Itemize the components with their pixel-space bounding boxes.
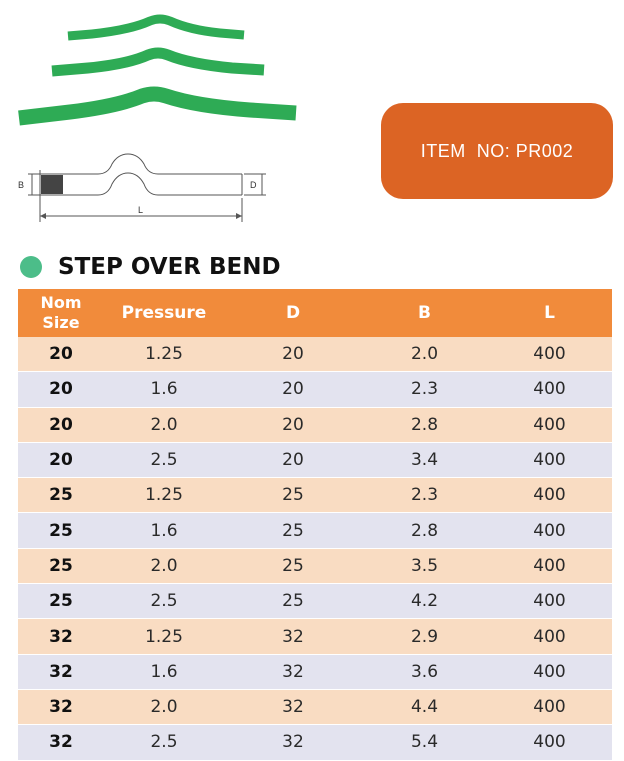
cell-l: 400 bbox=[487, 478, 612, 513]
cell-pressure: 1.25 bbox=[104, 478, 224, 513]
cell-b: 2.9 bbox=[362, 619, 487, 654]
cell-l: 400 bbox=[487, 372, 612, 407]
cell-d: 32 bbox=[224, 654, 362, 689]
cell-nom-size: 32 bbox=[18, 654, 104, 689]
table-body bbox=[18, 337, 612, 760]
cell-d: 32 bbox=[224, 725, 362, 760]
cell-l: 400 bbox=[487, 513, 612, 548]
table-row bbox=[18, 689, 612, 724]
cell-nom-size: 25 bbox=[18, 478, 104, 513]
table-row bbox=[18, 725, 612, 760]
cell-d: 32 bbox=[224, 619, 362, 654]
header-nom-line2: Size bbox=[42, 313, 80, 332]
cell-pressure: 1.6 bbox=[104, 513, 224, 548]
table-header-row bbox=[18, 289, 612, 337]
cell-b: 3.4 bbox=[362, 442, 487, 477]
header-d: D bbox=[224, 289, 362, 337]
product-title: STEP OVER BEND bbox=[58, 254, 281, 280]
cell-d: 25 bbox=[224, 513, 362, 548]
cell-d: 32 bbox=[224, 689, 362, 724]
cell-l: 400 bbox=[487, 584, 612, 619]
cell-b: 3.5 bbox=[362, 548, 487, 583]
cell-d: 20 bbox=[224, 372, 362, 407]
pipe-small bbox=[68, 19, 244, 36]
cell-l: 400 bbox=[487, 725, 612, 760]
cell-b: 5.4 bbox=[362, 725, 487, 760]
header-nom-size bbox=[18, 289, 104, 337]
table-row bbox=[18, 372, 612, 407]
wall-thickness-hatch bbox=[41, 175, 63, 194]
cell-l: 400 bbox=[487, 548, 612, 583]
cell-b: 2.8 bbox=[362, 407, 487, 442]
cell-pressure: 1.6 bbox=[104, 372, 224, 407]
cell-nom-size: 25 bbox=[18, 513, 104, 548]
cell-nom-size: 20 bbox=[18, 442, 104, 477]
cell-nom-size: 32 bbox=[18, 725, 104, 760]
table-row bbox=[18, 654, 612, 689]
cell-nom-size: 20 bbox=[18, 337, 104, 372]
arrow-left-icon bbox=[40, 213, 46, 219]
cell-d: 25 bbox=[224, 478, 362, 513]
cell-pressure: 2.0 bbox=[104, 407, 224, 442]
cell-nom-size: 20 bbox=[18, 372, 104, 407]
table-row bbox=[18, 407, 612, 442]
cell-pressure: 2.5 bbox=[104, 584, 224, 619]
cell-nom-size: 20 bbox=[18, 407, 104, 442]
spec-table bbox=[18, 289, 612, 761]
cell-b: 4.2 bbox=[362, 584, 487, 619]
cell-pressure: 2.5 bbox=[104, 442, 224, 477]
product-title-row bbox=[18, 252, 281, 282]
cell-b: 2.3 bbox=[362, 372, 487, 407]
cell-d: 25 bbox=[224, 548, 362, 583]
bullet-dot-icon bbox=[20, 256, 42, 278]
cell-pressure: 2.0 bbox=[104, 689, 224, 724]
cell-d: 20 bbox=[224, 337, 362, 372]
dimension-label-l: L bbox=[138, 205, 144, 215]
header-nom-line1: Nom bbox=[40, 293, 82, 312]
cell-l: 400 bbox=[487, 407, 612, 442]
cell-b: 2.8 bbox=[362, 513, 487, 548]
header-b: B bbox=[362, 289, 487, 337]
cell-b: 4.4 bbox=[362, 689, 487, 724]
cell-nom-size: 32 bbox=[18, 689, 104, 724]
table-row bbox=[18, 442, 612, 477]
dimension-label-b: B bbox=[18, 180, 25, 190]
cell-l: 400 bbox=[487, 689, 612, 724]
cell-l: 400 bbox=[487, 337, 612, 372]
pipe-large bbox=[19, 94, 296, 118]
table-row bbox=[18, 584, 612, 619]
header-l: L bbox=[487, 289, 612, 337]
dimension-label-d: D bbox=[250, 180, 257, 190]
cell-pressure: 2.0 bbox=[104, 548, 224, 583]
item-number-label: ITEM NO: PR002 bbox=[420, 140, 574, 161]
cell-b: 2.3 bbox=[362, 478, 487, 513]
cell-l: 400 bbox=[487, 619, 612, 654]
cell-d: 20 bbox=[224, 407, 362, 442]
cell-pressure: 1.6 bbox=[104, 654, 224, 689]
table-row bbox=[18, 619, 612, 654]
cell-d: 25 bbox=[224, 584, 362, 619]
table-row bbox=[18, 548, 612, 583]
cell-nom-size: 32 bbox=[18, 619, 104, 654]
cell-nom-size: 25 bbox=[18, 584, 104, 619]
header-pressure: Pressure bbox=[104, 289, 224, 337]
table-row bbox=[18, 337, 612, 372]
cell-nom-size: 25 bbox=[18, 548, 104, 583]
cell-pressure: 1.25 bbox=[104, 337, 224, 372]
cell-b: 2.0 bbox=[362, 337, 487, 372]
table-row bbox=[18, 513, 612, 548]
technical-drawing bbox=[28, 154, 266, 222]
item-number-badge bbox=[381, 103, 613, 199]
cell-d: 20 bbox=[224, 442, 362, 477]
cell-l: 400 bbox=[487, 654, 612, 689]
arrow-right-icon bbox=[236, 213, 242, 219]
pipe-medium bbox=[52, 53, 264, 71]
cell-b: 3.6 bbox=[362, 654, 487, 689]
cell-pressure: 1.25 bbox=[104, 619, 224, 654]
table-row bbox=[18, 478, 612, 513]
cell-l: 400 bbox=[487, 442, 612, 477]
cell-pressure: 2.5 bbox=[104, 725, 224, 760]
